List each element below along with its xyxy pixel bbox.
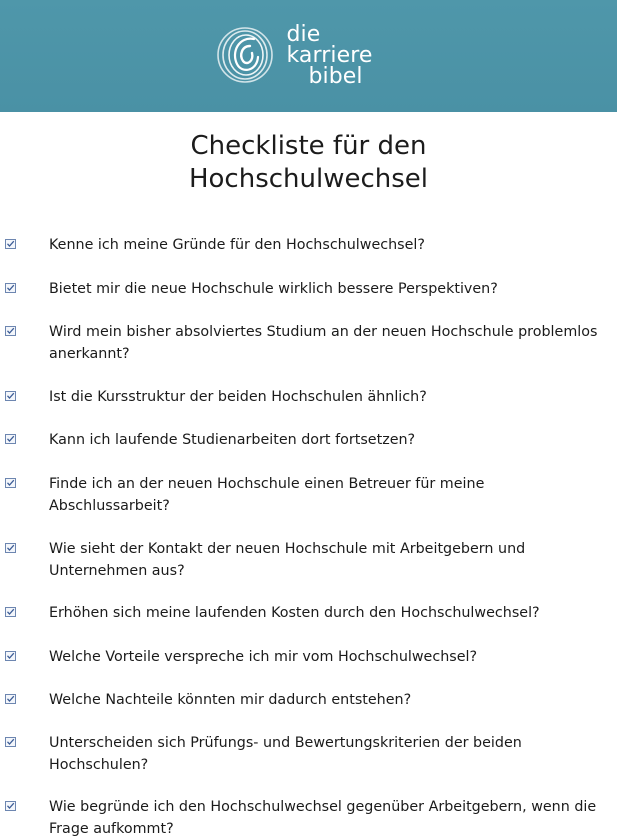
checked-checkbox-icon — [5, 283, 16, 293]
checklist-item-text: Bietet mir die neue Hochschule wirklich bessere Perspektiven? — [49, 281, 498, 297]
checklist-item-text: Erhöhen sich meine laufenden Kosten durch den Hochschulwechsel? — [49, 605, 540, 621]
logo-line-2: karriere — [286, 42, 373, 68]
checklist-item-text: Wie sieht der Kontakt der neuen Hochschule mit Arbeitgebern und Unternehmen aus? — [49, 541, 526, 579]
checklist-item-text: Finde ich an der neuen Hochschule einen Betreuer für meine Abschlussarbeit? — [49, 476, 485, 514]
checked-checkbox-icon — [5, 543, 16, 553]
logo-line-1: die — [286, 21, 321, 47]
page-title-line-1: Checkliste für den — [190, 131, 427, 161]
checked-checkbox-icon — [5, 239, 16, 249]
checked-checkbox-icon — [5, 607, 16, 617]
header-banner — [0, 0, 617, 112]
checked-checkbox-icon — [5, 801, 16, 811]
checked-checkbox-icon — [5, 694, 16, 704]
checked-checkbox-icon — [5, 478, 16, 488]
karrierebibel-swirl-icon — [214, 24, 276, 86]
checklist-item-text: Wird mein bisher absolviertes Studium an der neuen Hochschule problemlos anerkannt? — [49, 324, 598, 362]
checklist-item-text: Kann ich laufende Studienarbeiten dort fortsetzen? — [49, 432, 416, 448]
page-title-line-2: Hochschulwechsel — [188, 164, 429, 194]
page-title — [0, 130, 617, 196]
checklist-item-text: Welche Nachteile könnten mir dadurch entstehen? — [49, 692, 412, 708]
checked-checkbox-icon — [5, 391, 16, 401]
checked-checkbox-icon — [5, 434, 16, 444]
logo-text — [286, 21, 373, 89]
logo[interactable] — [214, 21, 373, 89]
checklist-item-text: Unterscheiden sich Prüfungs- und Bewertungskriterien der beiden Hochschulen? — [49, 735, 522, 773]
checked-checkbox-icon — [5, 651, 16, 661]
logo-line-3: bibel — [308, 63, 363, 89]
checklist-item-text: Kenne ich meine Gründe für den Hochschulwechsel? — [49, 237, 425, 253]
checklist-item-text: Ist die Kursstruktur der beiden Hochschulen ähnlich? — [49, 389, 427, 405]
checklist-item-text: Wie begründe ich den Hochschulwechsel gegenüber Arbeitgebern, wenn die Frage aufkommt? — [49, 799, 597, 837]
checked-checkbox-icon — [5, 326, 16, 336]
checklist-item-text: Welche Vorteile verspreche ich mir vom Hochschulwechsel? — [49, 649, 478, 665]
checked-checkbox-icon — [5, 737, 16, 747]
